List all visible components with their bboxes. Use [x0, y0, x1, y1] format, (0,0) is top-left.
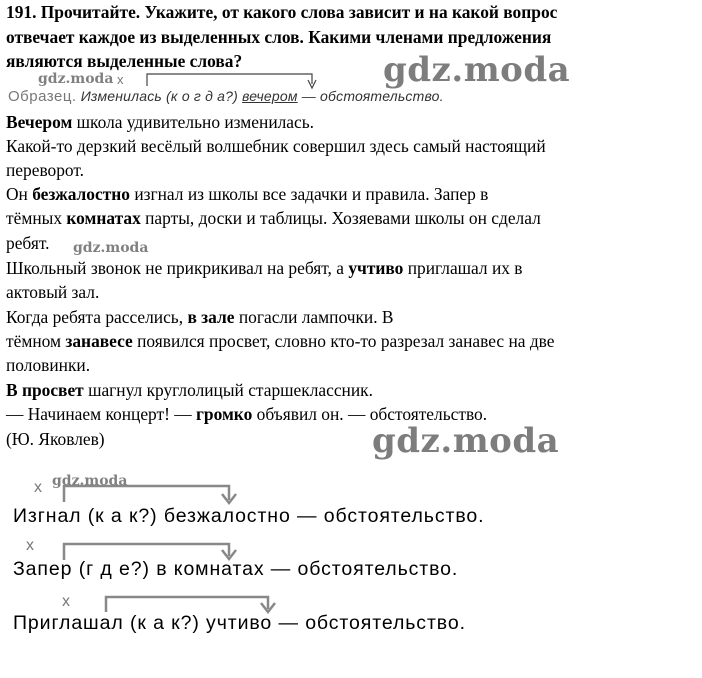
watermark: gdz.moda [383, 50, 571, 90]
task-line-3: являются выделенные слова? [6, 51, 243, 71]
text-line: тёмном занавесе появился просвет, словно кто-то разрезал занавес на две [6, 331, 555, 351]
text-line: Какой-то дерзкий весёлый волшебник совершил здесь самый настоящий [6, 136, 546, 156]
answer-mark: x [26, 537, 34, 554]
text-line: Школьный звонок не прикрикивал на ребят, а учтиво приглашал их в [6, 258, 523, 278]
text-line: ребят. [6, 233, 50, 253]
text-line: — Начинаем концерт! — громко объявил он. — обстоятельство. [6, 404, 488, 424]
sample-label: Образец. [8, 88, 77, 105]
sample-tail: — обстоятельство. [301, 88, 444, 104]
answer-arrow [64, 486, 229, 502]
task-line-2: отвечает каждое из выделенных слов. Какими членами предложения [6, 27, 552, 47]
text-line: половинки. [6, 355, 91, 375]
answer-mark: x [62, 593, 70, 610]
text-line: Он безжалостно изгнал из школы все задачки и правила. Запер в [6, 184, 489, 204]
answer-line: Приглашал (к а к?) учтиво — обстоятельство. [13, 612, 466, 634]
text-line: В просвет шагнул круглолицый старшеклассник. [6, 380, 373, 400]
text-line: тёмных комнатах парты, доски и таблицы. Хозяевами школы он сделал [6, 208, 541, 228]
answer-line: Изгнал (к а к?) безжалостно — обстоятельство. [13, 505, 485, 527]
text-line: (Ю. Яковлев) [6, 429, 105, 449]
watermark-small: gdz.moda [38, 71, 114, 87]
task-line-1: 191. Прочитайте. Укажите, от какого слова зависит и на какой вопрос [6, 2, 558, 22]
watermark-small: gdz.moda [52, 473, 128, 489]
watermark-small: gdz.moda [73, 240, 149, 256]
answer-line: Запер (г д е?) в комнатах — обстоятельство. [13, 558, 459, 580]
watermark: gdz.moda [372, 421, 560, 461]
answer-arrow [106, 597, 268, 612]
sample-word: вечером [242, 88, 298, 104]
text-line: Вечером школа удивительно изменилась. [6, 112, 315, 132]
sample-mark: x [117, 72, 124, 87]
text-line: переворот. [6, 160, 85, 180]
answer-mark: x [34, 479, 42, 496]
sample-text: Изменилась (к о г д а?) [80, 88, 238, 104]
text-line: Когда ребята расселись, в зале погасли лампочки. В [6, 307, 394, 327]
sample-arrow [147, 74, 312, 86]
text-line: актовый зал. [6, 282, 100, 302]
